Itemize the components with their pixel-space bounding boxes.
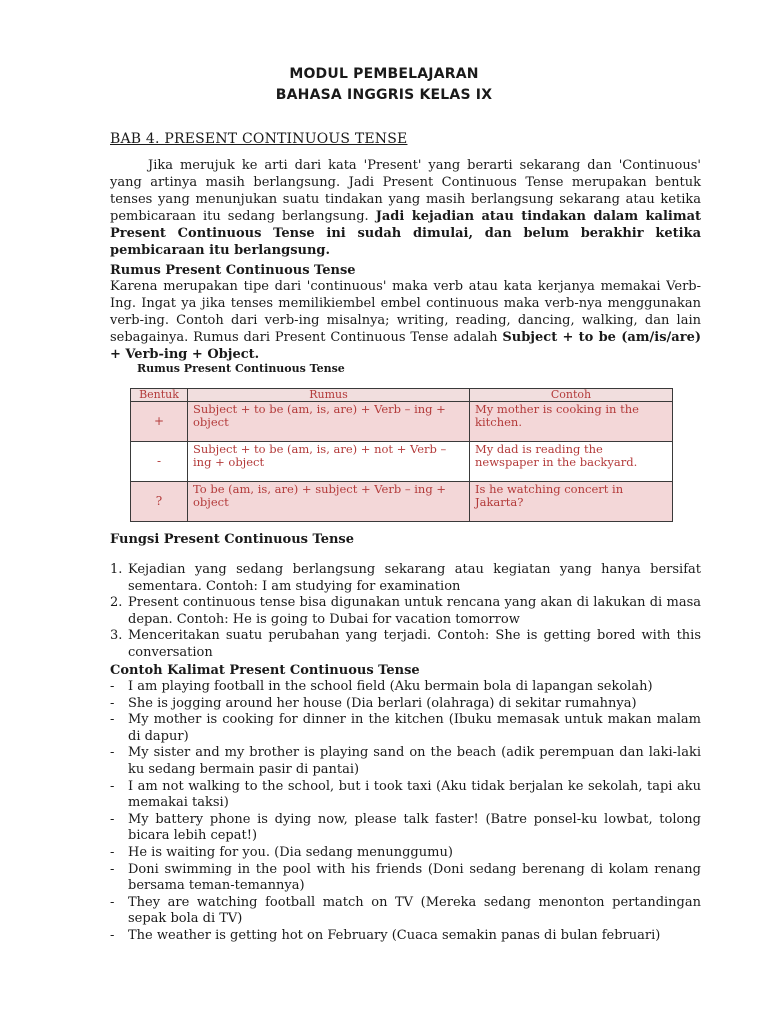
dash-bullet: - [110, 861, 115, 877]
row-bentuk: ? [131, 482, 188, 522]
list-item-text: He is waiting for you. (Dia sedang menunggumu) [128, 844, 453, 860]
row-bentuk: - [131, 442, 188, 482]
list-item-text: My mother is cooking for dinner in the kitchen (Ibuku memasak untuk makan malam di dapur) [128, 712, 701, 744]
row-contoh: My mother is cooking in the kitchen. [470, 402, 673, 442]
list-item [110, 595, 701, 628]
intro-bold-text: Jadi kejadian atau tindakan dalam kalimat Present Continuous Tense ini sudah dimulai, dan belum berakhir ketika pembicaraan itu berlangsung. [110, 209, 701, 258]
list-item-text: The weather is getting hot on February (Cuaca semakin panas di bulan februari) [128, 927, 661, 943]
list-item-text: I am playing football in the school field (Aku bermain bola di lapangan sekolah) [128, 679, 653, 694]
contoh-heading: Contoh Kalimat Present Continuous Tense [110, 663, 420, 678]
list-number: 3. [110, 628, 123, 644]
dash-bullet: - [110, 712, 115, 728]
intro-text: Jika merujuk ke arti dari kata 'Present' yang berarti sekarang dan 'Continuous' yang artinya masih berlangsung. Jadi Present Continuous Tense merupakan bentuk tenses yang menunjukan suatu tindakan yang masih berlangsung sekarang atau ketika pembicaraan itu sedang berlangsung. [110, 158, 701, 224]
header-contoh: Contoh [470, 389, 673, 402]
dash-bullet: - [110, 844, 115, 860]
chapter-title: BAB 4. PRESENT CONTINUOUS TENSE [110, 131, 408, 147]
list-item [110, 895, 701, 928]
list-item [110, 679, 701, 696]
row-rumus: To be (am, is, are) + subject + Verb – ing + object [188, 482, 470, 522]
list-item [110, 928, 701, 945]
module-title: MODUL PEMBELAJARAN [289, 66, 479, 82]
module-subtitle: BAHASA INGGRIS KELAS IX [275, 87, 493, 103]
rumus-text: Karena merupakan tipe dari 'continuous' maka verb atau kata kerjanya memakai Verb-Ing. Ingat ya jika tenses memilikiembel embel continuous maka verb-nya menggunakan verb-ing. Contoh dari verb-ing misalnya; writing, reading, dancing, walking, dan lain sebagainya. Rumus dari Present Continuous Tense adalah [110, 279, 701, 345]
fungsi-list [110, 562, 701, 662]
list-item [110, 845, 701, 862]
list-item [110, 562, 701, 595]
row-rumus: Subject + to be (am, is, are) + not + Verb – ing + object [188, 442, 470, 482]
formula-table [130, 388, 673, 522]
list-item-text: My sister and my brother is playing sand on the beach (adik perempuan dan laki-laki ku sedang bermain pasir di pantai) [128, 745, 701, 777]
fungsi-heading: Fungsi Present Continuous Tense [110, 532, 355, 547]
list-item [110, 712, 701, 745]
dash-bullet: - [110, 927, 115, 943]
list-item [110, 862, 701, 895]
intro-paragraph [110, 157, 701, 259]
list-item-text: They are watching football match on TV (Mereka sedang menonton pertandingan sepak bola di TV) [128, 894, 701, 927]
rumus-heading: Rumus Present Continuous Tense [110, 263, 356, 278]
list-item-text: Doni swimming in the pool with his friends (Doni sedang berenang di kolam renang bersama teman-temannya) [128, 861, 701, 894]
header-rumus: Rumus [188, 389, 470, 402]
rumus-formula: Subject + to be (am/is/are) + Verb-ing + Object. [110, 330, 702, 362]
row-bentuk: + [131, 402, 188, 442]
row-contoh: Is he watching concert in Jakarta? [470, 482, 673, 522]
header-bentuk: Bentuk [131, 389, 188, 402]
list-number: 2. [110, 595, 123, 611]
table-row [131, 402, 673, 442]
row-rumus: Subject + to be (am, is, are) + Verb – ing + object [188, 402, 470, 442]
list-item [110, 628, 701, 661]
list-item-text: She is jogging around her house (Dia berlari (olahraga) di sekitar rumahnya) [128, 695, 637, 711]
list-item-text: Present continuous tense bisa digunakan untuk rencana yang akan di lakukan di masa depan. Contoh: He is going to Dubai for vacation tomorrow [128, 595, 701, 627]
dash-bullet: - [110, 894, 115, 910]
dash-bullet: - [110, 695, 115, 711]
contoh-list [110, 679, 701, 945]
list-item [110, 812, 701, 845]
dash-bullet: - [110, 745, 115, 761]
list-item-text: Kejadian yang sedang berlangsung sekarang atau kegiatan yang hanya bersifat sementara. Contoh: I am studying for examination [128, 562, 701, 594]
list-item-text: Menceritakan suatu perubahan yang terjadi. Contoh: She is getting bored with this conversation [128, 628, 701, 660]
table-row [131, 482, 673, 522]
list-item [110, 745, 701, 778]
table-header-row [131, 389, 673, 402]
list-item-text: My battery phone is dying now, please talk faster! (Batre ponsel-ku lowbat, tolong bicara lebih cepat!) [128, 811, 701, 844]
list-item-text: I am not walking to the school, but i took taxi (Aku tidak berjalan ke sekolah, tapi aku memakai taksi) [128, 778, 701, 811]
dash-bullet: - [110, 811, 115, 827]
table-caption: Rumus Present Continuous Tense [137, 362, 345, 375]
table-row [131, 442, 673, 482]
list-item [110, 779, 701, 812]
row-contoh: My dad is reading the newspaper in the backyard. [470, 442, 673, 482]
list-number: 1. [110, 562, 123, 577]
rumus-paragraph [110, 278, 701, 363]
dash-bullet: - [110, 679, 115, 694]
list-item [110, 696, 701, 713]
dash-bullet: - [110, 778, 115, 794]
